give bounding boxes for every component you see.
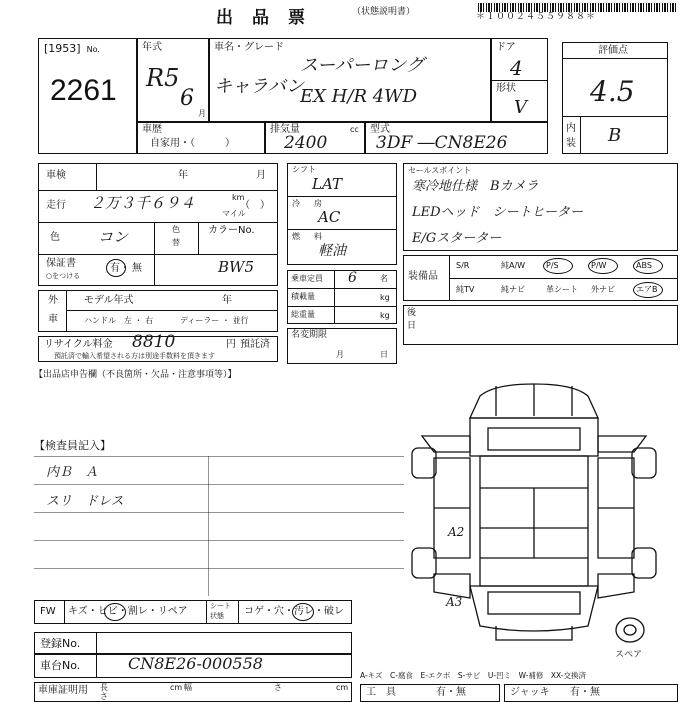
cert-height-1: 幅 [184, 683, 192, 692]
foreign-label-1: 外 [48, 295, 58, 306]
sales-point-3: E/Gスターター [412, 231, 502, 246]
equipment-item: P/W [591, 261, 607, 270]
mileage-value: ２万３千６９４ [90, 194, 196, 212]
name-label: 車名・グレード [214, 42, 284, 53]
tools-label: 工 具 [366, 687, 396, 698]
equipment-item: 純A/W [501, 261, 526, 270]
fuel-value: 軽油 [318, 243, 346, 259]
inspector-line-1: 内Ｂ Ａ [46, 465, 99, 480]
load-unit: kg [380, 293, 390, 302]
seat-items: コゲ・穴・汚レ・破レ [244, 606, 344, 617]
lot-year-code: [1953] No. [44, 42, 100, 55]
fw-circle-1 [104, 603, 126, 621]
displacement-label: 排気量 [270, 124, 300, 135]
interior-label-1: 内 [566, 123, 576, 134]
equipment-item: ABS [636, 261, 652, 270]
car-name: キャラバン [214, 76, 304, 97]
barcode-number: ＊１００２４５５９８８＊ [476, 12, 597, 22]
equipment-item: P/S [546, 261, 559, 270]
color-label: 色 [50, 232, 60, 243]
inspection-month: 月 [256, 170, 266, 181]
year-month: 6 [180, 86, 194, 111]
capacity-unit: 名 [380, 274, 388, 283]
inspection-year: 年 [178, 170, 188, 181]
form-subtitle: （状態説明書） [352, 7, 416, 17]
model-year-unit: 年 [222, 295, 232, 306]
cert-length-1: 長 [100, 683, 108, 692]
color-code-value: BW5 [218, 258, 254, 276]
rear-box [403, 305, 678, 345]
form-title: 出 品 票 [216, 8, 306, 28]
displacement-value: 2400 [284, 133, 328, 153]
recycle-note: 預託済で輸入希望される方は別途手数料を頂きます [54, 352, 215, 360]
barcode [478, 3, 678, 12]
reg-no-label: 登録No. [40, 637, 81, 650]
mileage-label: 走行 [46, 200, 66, 211]
equipment-item: 純ナビ [501, 285, 525, 294]
warranty-options: 有・ 無 [110, 263, 142, 274]
ac-value: AC [318, 208, 341, 226]
cert-height-2: さ [274, 683, 282, 692]
history-value: 自家用・（ ） [150, 138, 235, 149]
fw-items: キズ・ヒビ・割レ・リペア [68, 606, 188, 617]
score-value: 4.5 [590, 75, 635, 108]
cc-unit: cc [350, 125, 359, 134]
fuel-label-1: 燃 [292, 232, 300, 241]
color-change-1: 色 [172, 225, 180, 234]
dealer-options: ディーラー ・ 並行 [180, 316, 249, 325]
cert-cm-1: cm [170, 683, 183, 692]
rear-label-2: 日 [407, 321, 417, 331]
equipment-label: 装備品 [408, 271, 438, 282]
doors-value: 4 [510, 56, 523, 80]
equipment-circle [633, 258, 663, 274]
damage-mark-a3: A3 [446, 595, 463, 609]
car-diagram [404, 378, 664, 648]
jack-options: 有・無 [570, 687, 600, 698]
shape-label: 形状 [496, 83, 516, 94]
interior-label-2: 装 [566, 138, 576, 149]
recycle-unit: 円 [226, 339, 236, 350]
month-label: 月 [198, 109, 206, 118]
warranty-label: 保証書 [46, 258, 76, 269]
damage-mark-a2: A2 [448, 525, 465, 539]
shift-value: LAT [312, 175, 342, 193]
shape-value: V [514, 97, 527, 118]
equipment-item: 革シート [546, 285, 578, 294]
warranty-circle [106, 259, 126, 277]
sales-points-label: セールスポイント [408, 166, 472, 175]
fuel-label-2: 料 [314, 232, 322, 241]
history-label: 車歴 [142, 124, 162, 135]
interior-value: B [608, 125, 622, 146]
grade-2: EX H/R 4WD [300, 86, 418, 107]
sales-point-1: 寒冷地仕様 Bカメラ [412, 179, 539, 194]
inspector-line-2: スリ ドレス [46, 494, 124, 509]
doors-label: ドア [496, 42, 516, 53]
color-change-2: 替 [172, 238, 180, 247]
spare-label: スペア [615, 650, 643, 660]
load-label: 積載量 [291, 292, 315, 301]
color-code-label: カラーNo. [208, 225, 255, 236]
inspection-label: 車検 [46, 170, 66, 181]
equipment-item: 純TV [456, 285, 475, 294]
registration-change-label: 名変期限 [291, 330, 328, 340]
inspector-label: 【検査員記入】 [34, 439, 111, 452]
ac-label-1: 冷 [292, 199, 300, 208]
model-value: 3DF ―CN8E26 [376, 133, 508, 153]
equipment-circle [588, 258, 618, 274]
handle-options: ハンドル 左 ・ 右 [84, 316, 154, 325]
seat-label-2: 状態 [210, 612, 224, 620]
fw-circle-2 [292, 603, 314, 621]
damage-legend: A-キズ C-腐食 E-エクボ S-サビ U-凹ミ W-補修 XX-交換済 [360, 671, 586, 680]
foreign-label-2: 車 [48, 314, 58, 325]
year-era: R5 [146, 64, 180, 92]
equipment-circle [633, 282, 663, 298]
capacity-label: 乗車定員 [291, 274, 323, 283]
mileage-unit-mile: マイル [222, 209, 246, 218]
recycle-label: リサイクル料金 [44, 339, 113, 350]
capacity-value: 6 [348, 270, 357, 286]
recycle-deposit: 預託済 [240, 339, 270, 350]
equipment-circle [543, 258, 573, 274]
foreign-car-box [38, 290, 278, 332]
lot-number: 2261 [50, 74, 117, 107]
equipment-item: 外ナビ [591, 285, 615, 294]
warranty-note: ○をつける [46, 272, 81, 280]
seller-notes-label: 【出品店申告欄（不良箇所・欠品・注意事項等）】 [34, 370, 237, 380]
year-label: 年式 [142, 42, 162, 53]
gross-label: 総重量 [291, 310, 315, 319]
sales-point-2: LEDヘッド シートヒーター [412, 205, 584, 220]
registration-change-day: 日 [380, 350, 388, 359]
mileage-paren: （ ） [240, 200, 270, 211]
registration-change-month: 月 [336, 350, 344, 359]
rear-label-1: 後 [407, 308, 417, 318]
shift-label: シフト [292, 165, 316, 174]
score-label: 評価点 [598, 45, 628, 56]
recycle-value: 8810 [132, 332, 176, 352]
ac-label-2: 房 [314, 199, 322, 208]
chassis-label: 車台No. [40, 659, 81, 672]
jack-label: ジャッキ [510, 687, 550, 698]
cert-cm-2: cm [336, 683, 349, 692]
fw-label: FW [40, 606, 56, 617]
mileage-unit-km: km [232, 193, 245, 202]
equipment-item: S/R [456, 261, 470, 270]
grade: スーパーロング [300, 55, 424, 76]
model-year-label: モデル年式 [84, 295, 134, 306]
cert-label: 車庫証明用 [38, 685, 88, 696]
cert-length-2: さ [100, 692, 108, 701]
tools-options: 有・無 [436, 687, 466, 698]
gross-unit: kg [380, 311, 390, 320]
equipment-item: エアB [636, 285, 658, 294]
chassis-value: CN8E26-000558 [128, 654, 263, 673]
color-value: コン [98, 228, 129, 246]
seat-label-1: シート [210, 602, 231, 610]
model-label: 型式 [370, 124, 390, 135]
reg-no-box [34, 632, 352, 654]
